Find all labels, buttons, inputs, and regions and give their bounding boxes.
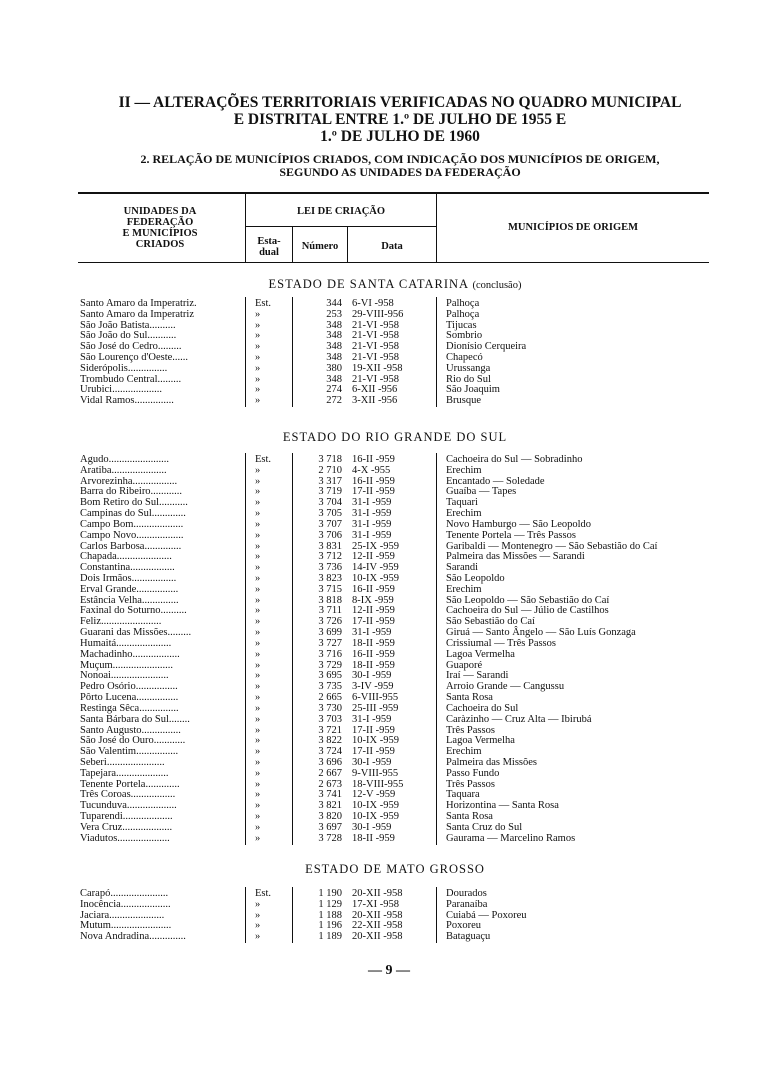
estadual-cell: » [255,319,261,331]
estadual-cell: » [255,573,261,585]
table-top-rule [78,192,709,194]
data-cell: 14-IV -959 [352,562,399,574]
data-cell: 3-XII -956 [352,395,398,407]
numero-cell: 1 129 [318,898,342,910]
estadual-cell: » [255,373,261,385]
data-cell: 30-I -959 [352,670,392,682]
estadual-cell: » [255,486,261,498]
municipio-cell: Arvorezinha................. [80,476,178,487]
municipio-cell: Campo Novo.................. [80,530,184,541]
data-cell: 4-X -955 [352,464,391,476]
municipio-cell: Pôrto Lucena................ [80,693,179,704]
data-cell: 16-II -959 [352,648,395,660]
numero-cell: 3 711 [318,605,342,617]
data-cell: 12-II -959 [352,605,395,617]
numero-cell: 3 822 [318,735,342,747]
numero-cell: 344 [326,298,342,309]
data-cell: 31-I -959 [352,627,392,639]
numero-cell: 272 [326,395,342,407]
numero-cell: 3 716 [318,648,342,660]
data-cell: 17-II -959 [352,724,395,736]
origem-cell: Erechim [446,464,482,476]
municipio-cell: Campinas do Sul............. [80,509,186,520]
table-row [0,834,778,845]
numero-cell: 3 831 [318,540,342,552]
municipio-cell: Tapejara.................... [80,768,169,779]
origem-cell: Palhoça [446,308,480,320]
numero-cell: 3 726 [318,616,342,628]
state-heading-santa-catarina [80,277,710,292]
header-origem: MUNICÍPIOS DE ORIGEM [507,222,639,233]
estadual-cell: » [255,713,261,725]
numero-cell: 3 317 [318,475,342,487]
estadual-cell: » [255,475,261,487]
municipio-cell: Trombudo Central......... [80,374,182,385]
numero-cell: 3 706 [318,529,342,541]
municipio-cell: Tenente Portela............. [80,779,180,790]
origem-cell: Poxoreu [446,920,481,932]
numero-cell: 380 [326,362,342,374]
state-heading-rio-grande-do-sul [80,430,710,445]
table-row [0,715,778,726]
data-cell: 16-II -959 [352,454,395,465]
origem-cell: Lagoa Vermelha [446,735,515,747]
origem-cell: Cachoeira do Sul [446,702,519,714]
estadual-cell: » [255,330,261,342]
state-note: (conclusão) [472,280,522,291]
numero-cell: 3 727 [318,637,342,649]
origem-cell: Passo Fundo [446,767,500,779]
numero-cell: 253 [326,308,342,320]
data-cell: 10-IX -959 [352,811,399,823]
origem-cell: Tijucas [446,319,477,331]
state-heading-mato-grosso [80,862,710,877]
numero-cell: 3 820 [318,811,342,823]
header-unidades-line-1: UNIDADES DA [123,206,197,217]
origem-cell: Giruá — Santo Ângelo — São Luís Gonzaga [446,627,636,639]
origem-cell: Rio do Sul [446,373,491,385]
origem-cell: Santa Rosa [446,692,493,704]
origem-cell: Bataguaçu [446,931,491,943]
origem-cell: Gaurama — Marcelino Ramos [446,832,576,844]
municipio-cell: Mutum....................... [80,921,172,932]
origem-cell: Tenente Portela — Três Passos [446,529,576,541]
municipio-cell: Carlos Barbosa.............. [80,541,182,552]
page-title [80,94,720,145]
numero-cell: 348 [326,341,342,353]
numero-cell: 3 735 [318,681,342,693]
data-cell: 6-XII -956 [352,384,398,396]
estadual-cell: » [255,583,261,595]
estadual-cell: » [255,464,261,476]
data-cell: 21-VI -958 [352,373,399,385]
origem-cell: Chapecó [446,352,483,363]
origem-cell: Sarandi [446,562,479,574]
origem-cell: Brusque [446,395,481,407]
table-row [0,396,778,407]
estadual-cell: » [255,702,261,714]
data-cell: 8-IX -959 [352,594,394,606]
municipio-cell: Três Coroas................. [80,790,176,801]
page-number: — 9 — [368,963,410,978]
table-row [0,650,778,661]
origem-cell: Sombrio [446,330,483,342]
estadual-cell: » [255,692,261,704]
origem-cell: Cachoeira do Sul — Sobradinho [446,454,583,465]
numero-cell: 2 667 [318,767,342,779]
origem-cell: São Leopoldo — São Sebastião do Caí [446,594,610,606]
estadual-cell: » [255,811,261,823]
subtitle-line-2: SEGUNDO AS UNIDADES DA FEDERAÇÃO [279,165,521,179]
origem-cell: Arroio Grande — Cangussu [446,681,565,693]
estadual-cell: Est. [255,888,272,899]
header-numero: Número [301,241,339,252]
data-cell: 19-XII -958 [352,362,403,374]
origem-cell: Erechim [446,746,482,758]
data-cell: 21-VI -958 [352,330,399,342]
origem-cell: Encantado — Soledade [446,475,545,487]
numero-cell: 3 697 [318,821,342,833]
origem-cell: Três Passos [446,724,495,736]
municipio-cell: Erval Grande................ [80,584,179,595]
numero-cell: 2 710 [318,464,342,476]
municipio-cell: Viadutos.................... [80,833,170,844]
estadual-cell: » [255,352,261,363]
estadual-cell: » [255,832,261,844]
municipio-cell: Chapada..................... [80,552,172,563]
estadual-cell: » [255,800,261,812]
data-cell: 31-I -959 [352,497,392,509]
estadual-cell: » [255,308,261,320]
origem-cell: Erechim [446,583,482,595]
numero-cell: 3 719 [318,486,342,498]
header-estadual [246,236,292,258]
origem-cell: Palhoça [446,298,480,309]
estadual-cell: » [255,681,261,693]
data-cell: 29-VIII-956 [352,308,404,320]
origem-cell: Cuiabá — Poxoreu [446,909,527,921]
data-cell: 16-II -959 [352,475,395,487]
estadual-cell: » [255,724,261,736]
numero-cell: 2 665 [318,692,342,704]
numero-cell: 348 [326,319,342,331]
estadual-cell: » [255,637,261,649]
municipio-cell: São Valentim................ [80,747,179,758]
numero-cell: 3 728 [318,832,342,844]
municipio-cell: Guarani das Missões......... [80,628,192,639]
estadual-cell: » [255,540,261,552]
estadual-cell: » [255,746,261,758]
numero-cell: 1 190 [318,888,342,899]
municipio-cell: Nonoai...................... [80,671,169,682]
origem-cell: Lagoa Vermelha [446,648,515,660]
estadual-cell: » [255,362,261,374]
municipio-cell: Agudo....................... [80,455,169,465]
estadual-cell: » [255,670,261,682]
table-row [0,900,778,911]
estadual-cell: » [255,497,261,509]
municipio-cell: Santo Amaro da Imperatriz [80,309,195,320]
data-cell: 18-VIII-955 [352,778,404,790]
municipio-cell: Constantina................. [80,563,175,574]
estadual-cell: » [255,518,261,530]
data-cell: 31-I -959 [352,518,392,530]
municipio-cell: Vidal Ramos............... [80,396,174,407]
municipio-cell: Santo Amaro da Imperatriz. [80,299,197,309]
data-cell: 20-XII -958 [352,888,403,899]
data-cell: 18-II -959 [352,637,395,649]
estadual-cell: » [255,648,261,660]
origem-cell: Dionísio Cerqueira [446,341,527,353]
estadual-cell: » [255,821,261,833]
numero-cell: 3 724 [318,746,342,758]
data-cell: 25-IX -959 [352,540,399,552]
municipio-cell: Santo Augusto............... [80,725,181,736]
numero-cell: 3 721 [318,724,342,736]
municipio-cell: Inocência................... [80,899,171,910]
municipio-cell: Urubici................... [80,385,162,396]
data-cell: 31-I -959 [352,713,392,725]
data-cell: 17-II -959 [352,616,395,628]
municipio-cell: Tuparendi................... [80,812,173,823]
header-unidades-line-3: E MUNICÍPIOS [122,228,198,239]
numero-cell: 2 673 [318,778,342,790]
origem-cell: Garibaldi — Montenegro — São Sebastião do Caí [446,540,658,552]
data-cell: 18-II -959 [352,659,395,671]
table-row [0,769,778,780]
origem-cell: Santa Cruz do Sul [446,821,523,833]
subtitle-line-1: 2. RELAÇÃO DE MUNICÍPIOS CRIADOS, COM INDICAÇÃO DOS MUNICÍPIOS DE ORIGEM, [140,152,660,166]
title-line-2: E DISTRITAL ENTRE 1.º DE JULHO DE 1955 E [233,111,567,128]
numero-cell: 1 188 [318,909,342,921]
data-cell: 30-I -959 [352,756,392,768]
origem-cell: São Leopoldo [446,573,505,585]
numero-cell: 3 696 [318,756,342,768]
estadual-cell: » [255,909,261,921]
table-row [0,364,778,375]
municipio-cell: Barra do Ribeiro............ [80,487,183,498]
table-header-rule [78,262,709,263]
municipio-cell: Faxinal do Soturno.......... [80,606,187,617]
municipio-cell: Humaitá..................... [80,638,172,649]
data-cell: 6-VIII-955 [352,692,399,704]
section-subtitle [80,153,720,179]
origem-cell: Crissiumal — Três Passos [446,637,556,649]
data-cell: 18-II -959 [352,832,395,844]
data-cell: 21-VI -958 [352,352,399,363]
municipio-cell: Seberi...................... [80,757,165,768]
data-cell: 10-IX -959 [352,800,399,812]
municipio-cell: Pedro Osório................ [80,682,178,693]
data-cell: 16-II -959 [352,583,395,595]
table-row [0,466,778,477]
data-cell: 12-II -959 [352,551,395,563]
numero-cell: 3 741 [318,789,342,801]
origem-cell: Três Passos [446,778,495,790]
header-unidades [80,206,240,250]
estadual-cell: » [255,341,261,353]
estadual-cell: » [255,756,261,768]
state-name: ESTADO DE SANTA CATARINA [268,277,469,291]
title-line-3: 1.º DE JULHO DE 1960 [320,128,480,145]
data-cell: 25-III -959 [352,702,399,714]
origem-cell: Erechim [446,508,482,520]
table-row [0,531,778,542]
municipio-cell: Feliz....................... [80,617,162,628]
municipio-cell: Restinga Sêca............... [80,703,179,714]
data-cell: 10-IX -959 [352,573,399,585]
header-unidades-line-2: FEDERAÇÃO [126,217,194,228]
municipio-cell: São João Batista.......... [80,320,176,331]
municipio-cell: Dois Irmãos................. [80,574,177,585]
data-cell: 22-XII -958 [352,920,403,932]
origem-cell: Taquara [446,789,480,801]
numero-cell: 3 718 [318,454,342,465]
numero-cell: 3 705 [318,508,342,520]
state-name: ESTADO DE MATO GROSSO [305,862,485,876]
estadual-cell: » [255,508,261,520]
numero-cell: 348 [326,330,342,342]
municipio-cell: Siderópolis............... [80,363,168,374]
numero-cell: 3 818 [318,594,342,606]
header-data: Data [381,241,403,252]
origem-cell: Cachoeira do Sul — Júlio de Castilhos [446,605,609,617]
header-lei: LEI DE CRIAÇÃO [296,206,386,217]
municipio-cell: Vera Cruz................... [80,822,173,833]
municipio-cell: Machadinho.................. [80,649,180,660]
municipio-cell: Bom Retiro do Sul........... [80,498,188,509]
numero-cell: 1 189 [318,931,342,943]
numero-cell: 1 196 [318,920,342,932]
title-line-1: II — ALTERAÇÕES TERRITORIAIS VERIFICADAS NO QUADRO MUNICIPAL [118,94,682,111]
data-cell: 31-I -959 [352,508,392,520]
header-unidades-line-4: CRIADOS [135,239,185,250]
estadual-cell: » [255,767,261,779]
municipio-cell: São José do Ouro............ [80,736,186,747]
data-cell: 3-IV -959 [352,681,394,693]
municipio-cell: Campo Bom................... [80,519,184,530]
table-row [0,932,778,943]
estadual-cell: » [255,627,261,639]
numero-cell: 3 730 [318,702,342,714]
estadual-cell: » [255,616,261,628]
numero-cell: 3 715 [318,583,342,595]
estadual-cell: » [255,931,261,943]
data-cell: 20-XII -958 [352,909,403,921]
origem-cell: Taquari [446,497,478,509]
origem-cell: São Sebastião do Caí [446,616,535,628]
data-cell: 10-IX -959 [352,735,399,747]
table-row [0,585,778,596]
data-cell: 20-XII -958 [352,931,403,943]
municipio-cell: São José do Cedro......... [80,342,182,353]
origem-cell: Dourados [446,888,487,899]
header-estadual-line-1: Esta- [257,236,281,247]
origem-cell: Urussanga [446,362,491,374]
data-cell: 21-VI -958 [352,319,399,331]
estadual-cell: » [255,789,261,801]
numero-cell: 348 [326,373,342,385]
numero-cell: 3 707 [318,518,342,530]
origem-cell: São Joaquim [446,384,500,396]
municipio-cell: Aratiba..................... [80,465,167,476]
origem-cell: Guaporé [446,659,483,671]
data-cell: 6-VI -958 [352,298,394,309]
estadual-cell: » [255,551,261,563]
estadual-cell: » [255,562,261,574]
origem-cell: Caràzinho — Cruz Alta — Ibirubá [446,713,592,725]
numero-cell: 3 699 [318,627,342,639]
numero-cell: 3 703 [318,713,342,725]
origem-cell: Novo Hamburgo — São Leopoldo [446,518,592,530]
data-cell: 30-I -959 [352,821,392,833]
origem-cell: Iraí — Sarandi [446,670,509,682]
estadual-cell: » [255,594,261,606]
data-cell: 12-V -959 [352,789,396,801]
origem-cell: Palmeira das Missões [446,756,537,768]
estadual-cell: » [255,778,261,790]
municipio-cell: Tucunduva................... [80,801,177,812]
estadual-cell: » [255,735,261,747]
data-cell: 17-II -959 [352,486,395,498]
estadual-cell: Est. [255,454,272,465]
estadual-cell: » [255,605,261,617]
numero-cell: 3 736 [318,562,342,574]
municipio-cell: Jaciara..................... [80,910,165,921]
numero-cell: 3 823 [318,573,342,585]
numero-cell: 3 712 [318,551,342,563]
origem-cell: Palmeira das Missões — Sarandi [446,551,585,563]
municipio-cell: Nova Andradina.............. [80,932,186,943]
data-cell: 17-XI -958 [352,898,399,910]
municipio-cell: Santa Bárbara do Sul........ [80,714,190,725]
origem-cell: Guaíba — Tapes [446,486,517,498]
estadual-cell: » [255,529,261,541]
origem-cell: Santa Rosa [446,811,493,823]
numero-cell: 348 [326,352,342,363]
data-cell: 31-I -959 [352,529,392,541]
data-cell: 17-II -959 [352,746,395,758]
estadual-cell: » [255,659,261,671]
numero-cell: 3 704 [318,497,342,509]
numero-cell: 274 [326,384,342,396]
estadual-cell: Est. [255,298,272,309]
estadual-cell: » [255,898,261,910]
data-cell: 21-VI -958 [352,341,399,353]
table-row [0,310,778,321]
header-lei-rule [246,226,436,227]
state-name: ESTADO DO RIO GRANDE DO SUL [282,430,508,444]
origem-cell: Horizontina — Santa Rosa [446,800,559,812]
estadual-cell: » [255,395,261,407]
estadual-cell: » [255,384,261,396]
numero-cell: 3 729 [318,659,342,671]
header-estadual-line-2: dual [259,247,279,258]
municipio-cell: Estância Velha.............. [80,595,179,606]
municipio-cell: Muçum....................... [80,660,174,671]
numero-cell: 3 821 [318,800,342,812]
municipio-cell: São João do Sul........... [80,331,177,342]
numero-cell: 3 695 [318,670,342,682]
data-cell: 9-VIII-955 [352,767,399,779]
estadual-cell: » [255,920,261,932]
municipio-cell: Carapó...................... [80,889,169,899]
municipio-cell: São Lourenço d'Oeste...... [80,353,189,363]
origem-cell: Paranaíba [446,898,488,910]
